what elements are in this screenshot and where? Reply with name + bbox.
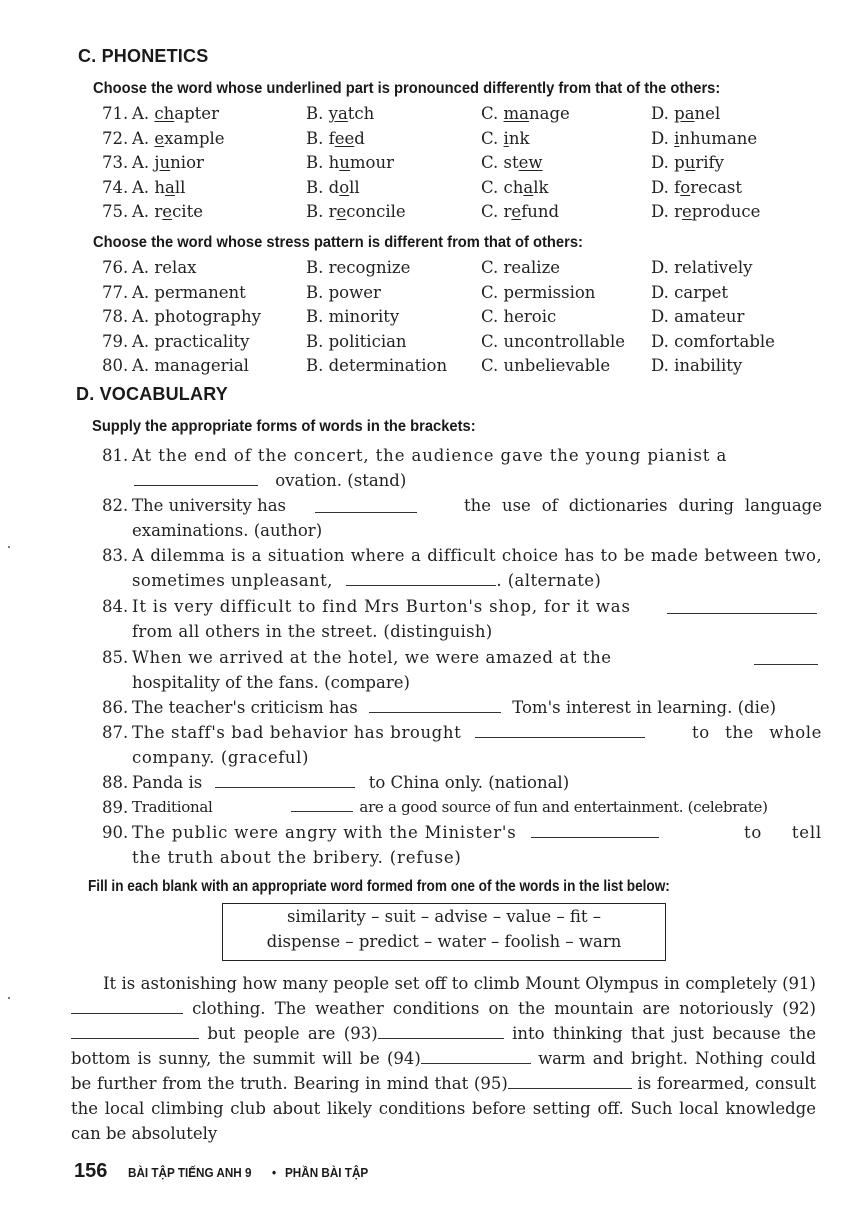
answer-option-a[interactable]: A. junior [132,153,204,172]
answer-option-a[interactable]: A. practicality [132,331,250,351]
answer-option-b[interactable]: B. politician [306,331,407,351]
word-list-box [222,903,666,961]
answer-option-d[interactable]: D. forecast [651,177,743,197]
question-89: 89. Traditional are a good source of fun and entertainment. (celebrate) [102,798,768,817]
item-number: 79. [102,331,129,351]
item-number: 75. [102,202,129,221]
blank-92[interactable] [71,1024,199,1039]
stress-item [0,356,862,380]
answer-option-b[interactable]: B. humour [306,153,395,172]
page-number: 156 [74,1160,108,1182]
pronunciation-item [0,104,862,128]
footer-bullet: • [271,1165,276,1180]
word-list-line-1: similarity – suit – advise – value – fit – [286,907,602,926]
pronunciation-item [0,202,862,226]
page-footer [74,1160,377,1183]
answer-blank[interactable] [215,773,355,788]
instruction-word-list: Fill in each blank with an appropriate word formed from one of the words in the list below: [88,878,670,895]
item-number: 71. [102,104,129,123]
answer-option-a[interactable]: A. managerial [132,356,249,375]
answer-option-a[interactable]: A. recite [132,202,203,221]
question-text: At the end of the concert, the audience gave the young pianist a [132,446,728,465]
question-87: 87. The staff's bad behavior has brought to the whole company. (graceful) [102,723,822,767]
scan-speck [8,997,10,999]
answer-option-c[interactable]: C. unbelievable [481,356,611,375]
answer-option-b[interactable]: B. yatch [306,104,375,123]
answer-option-d[interactable]: D. purify [651,153,724,172]
blank-91[interactable] [71,999,183,1014]
cloze-passage: It is astonishing how many people set off to climb Mount Olympus in completely (91) clothing. The weather conditions on the mountain are notoriously (92) but people are (93) into thinking that just because the bottom is sunny, the summit will be (94) warm and bright. Nothing could be further from the truth. Bearing in mind that (95) is forearmed, consult the local climbing club about likely conditions before setting off. Such local knowledge can be absolutely [71,974,817,1143]
answer-option-d[interactable]: D. reproduce [651,202,761,221]
pronunciation-item [0,129,862,153]
answer-option-c[interactable]: C. ink [481,128,530,148]
answer-option-d[interactable]: D. carpet [651,282,729,302]
answer-option-a[interactable]: A. photography [132,307,261,326]
answer-option-c[interactable]: C. uncontrollable [481,331,626,351]
answer-option-b[interactable]: B. determination [306,356,448,375]
item-number: 77. [102,282,129,302]
answer-option-c[interactable]: C. stew [481,153,543,172]
answer-option-d[interactable]: D. inability [651,356,743,375]
answer-option-c[interactable]: C. realize [481,258,561,277]
item-number: 76. [102,258,129,277]
section-heading-vocabulary: D. VOCABULARY [76,384,228,404]
instruction-stress: Choose the word whose stress pattern is different from that of others: [93,234,583,251]
answer-option-a[interactable]: A. permanent [132,282,246,302]
answer-option-a[interactable]: A. relax [132,258,197,277]
answer-option-d[interactable]: D. inhumane [651,128,758,148]
stress-item [0,258,862,282]
question-86: 86. The teacher's criticism has Tom's interest in learning. (die) [102,698,777,717]
blank-95[interactable] [508,1074,632,1089]
blank-94[interactable] [421,1049,531,1064]
item-number: 78. [102,307,129,326]
question-90: 90. The public were angry with the Minister's to tell the truth about the bribery. (refuse) [102,823,822,867]
answer-option-c[interactable]: C. heroic [481,307,557,326]
answer-option-b[interactable]: B. minority [306,307,400,326]
item-number: 80. [102,356,129,375]
answer-option-d[interactable]: D. comfortable [651,331,775,351]
answer-option-a[interactable]: A. example [132,128,225,148]
answer-option-a[interactable]: A. chapter [132,104,219,123]
answer-option-b[interactable]: B. power [306,282,381,302]
answer-option-c[interactable]: C. refund [481,202,560,221]
question-82: 82. The university has the use of dictionaries during language examinations. (author) [102,496,822,540]
book-title: BÀI TẬP TIẾNG ANH 9 [127,1165,252,1180]
item-number: 74. [102,177,129,197]
pronunciation-item [0,153,862,177]
answer-option-d[interactable]: D. relatively [651,258,753,277]
answer-option-b[interactable]: B. recognize [306,258,411,277]
answer-blank[interactable] [754,650,818,665]
footer-section: PHẦN BÀI TẬP [284,1165,368,1180]
question-81: 81. At the end of the concert, the audience gave the young pianist a ovation. (stand) [102,443,822,493]
answer-blank[interactable] [134,471,258,486]
instruction-word-forms: Supply the appropriate forms of words in the brackets: [92,418,476,435]
question-84: 84. It is very difficult to find Mrs Burton's shop, for it was from all others in the street. (distinguish) [102,594,822,644]
answer-option-c[interactable]: C. permission [481,282,596,302]
answer-option-c[interactable]: C. manage [481,104,570,123]
answer-option-c[interactable]: C. chalk [481,177,549,197]
answer-option-d[interactable]: D. amateur [651,307,745,326]
answer-option-b[interactable]: B. doll [306,177,360,197]
scan-speck [8,546,10,548]
pronunciation-item [0,178,862,202]
question-88: 88. Panda is to China only. (national) [102,773,570,792]
answer-blank[interactable] [667,599,817,614]
instruction-pronunciation: Choose the word whose underlined part is pronounced differently from that of the others: [93,80,721,97]
word-list-line-2: dispense – predict – water – foolish – warn [266,932,622,951]
section-heading-phonetics: C. PHONETICS [78,46,209,66]
item-number: 72. [102,128,129,148]
answer-option-d[interactable]: D. panel [651,104,721,123]
answer-blank[interactable] [369,698,501,713]
answer-option-b[interactable]: B. reconcile [306,202,406,221]
stress-item [0,332,862,356]
answer-option-b[interactable]: B. feed [306,128,365,148]
answer-blank[interactable] [291,797,353,812]
item-number: 73. [102,153,129,172]
answer-option-a[interactable]: A. hall [132,177,186,197]
question-83: 83. A dilemma is a situation where a difficult choice has to be made between two, sometimes unpleasant, . (alternate) [102,546,822,590]
stress-item [0,283,862,307]
blank-93[interactable] [378,1024,504,1039]
stress-item [0,307,862,331]
answer-blank[interactable] [346,571,496,586]
question-85: 85. When we arrived at the hotel, we were amazed at the hospitality of the fans. (compare) [102,645,822,695]
